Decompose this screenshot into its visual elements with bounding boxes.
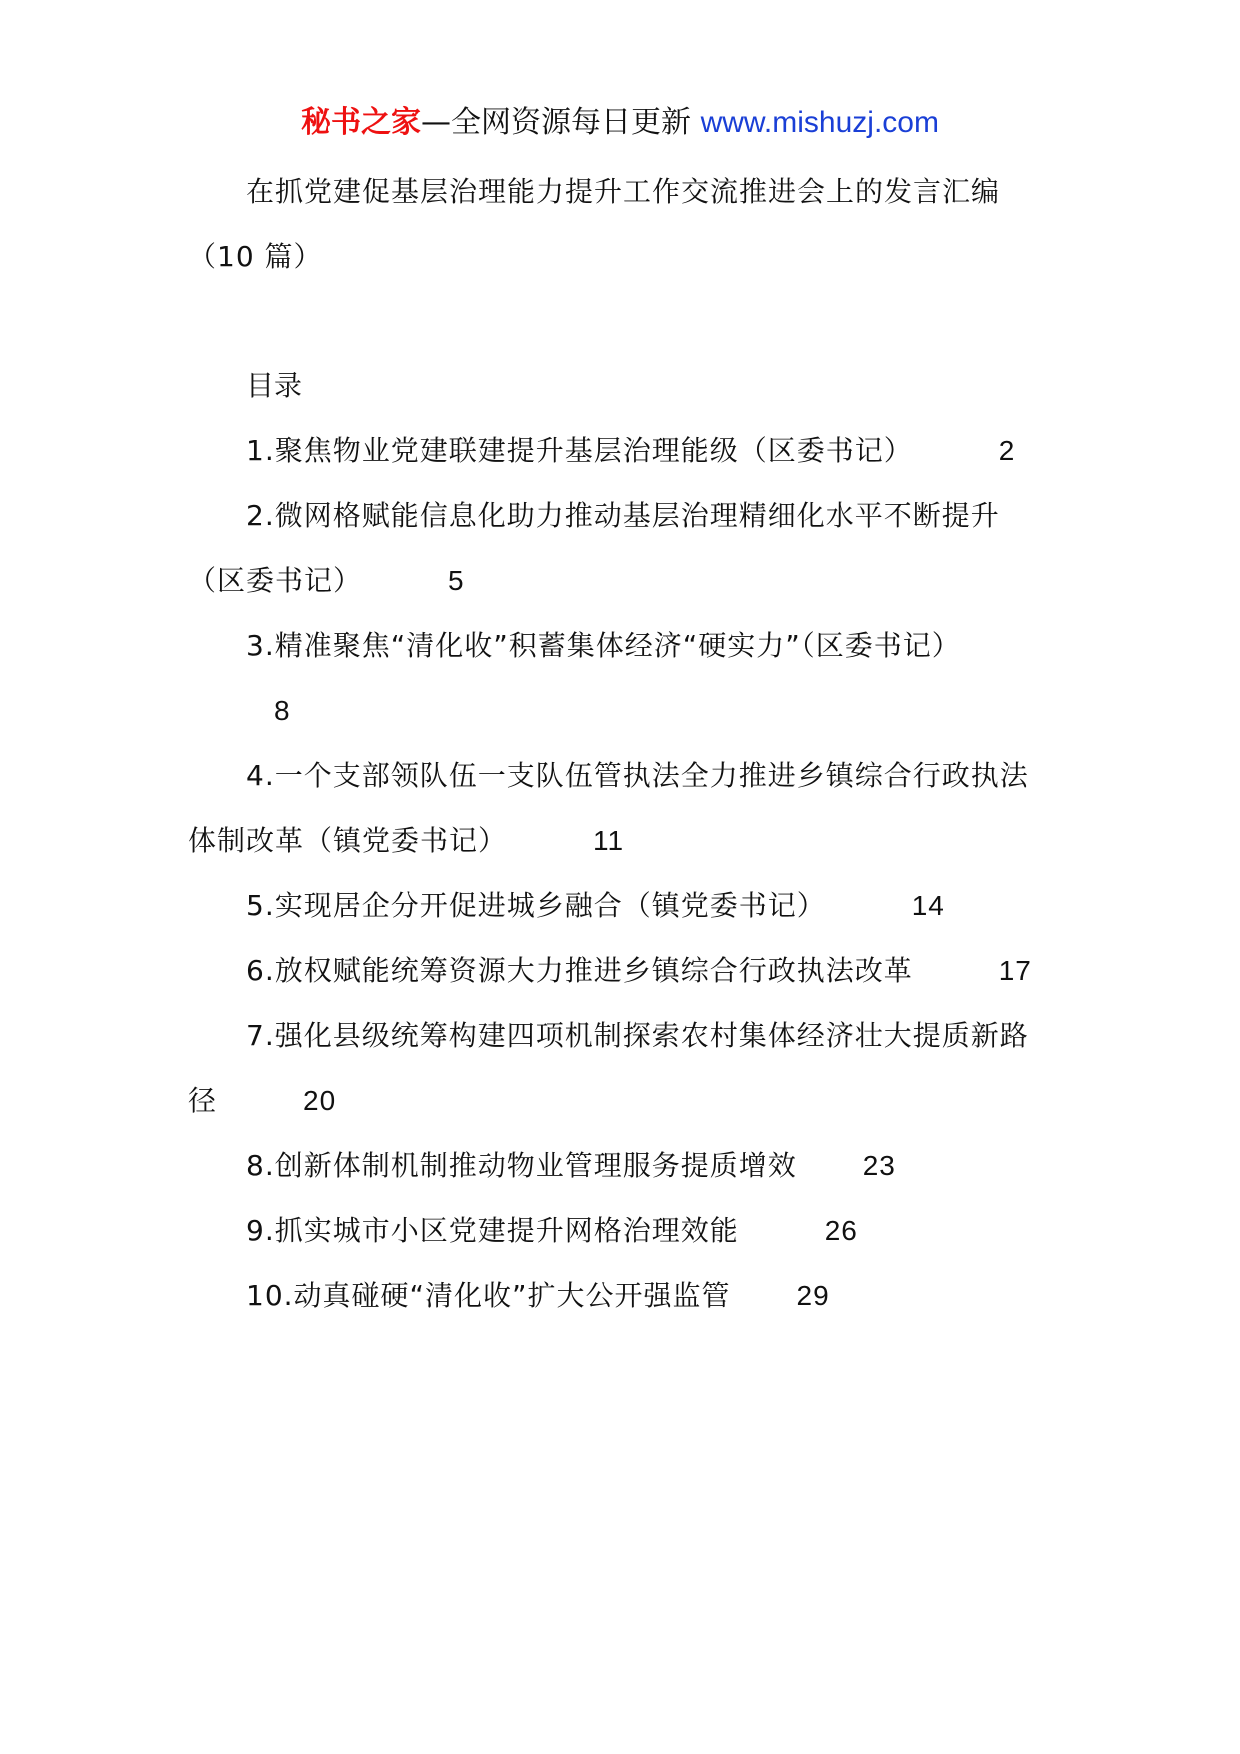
toc-item-title: 10.动真碰硬“清化收”扩大公开强监管 (246, 1279, 731, 1312)
toc-item[interactable] (188, 1133, 1054, 1198)
toc-item-title: 3.精准聚焦“清化收”积蓄集体经济“硬实力”（区委书记） (246, 629, 961, 662)
toc-item-page: 11 (593, 825, 625, 856)
toc-item-title: 9.抓实城市小区党建提升网格治理效能 (246, 1214, 739, 1247)
toc-item-page: 23 (862, 1150, 896, 1181)
document-title (188, 159, 1054, 289)
toc-item[interactable] (188, 938, 1054, 1003)
toc-item-title: 2.微网格赋能信息化助力推动基层治理精细化水平不断提升（区委书记） (188, 499, 1000, 597)
toc-item-title: 7.强化县级统筹构建四项机制探索农村集体经济壮大提质新路径 (188, 1019, 1029, 1117)
toc-item-page: 5 (448, 565, 465, 596)
watermark-header (0, 100, 1240, 146)
toc-item-page: 20 (303, 1085, 337, 1116)
toc-heading: 目录 (246, 369, 303, 402)
title-line-2: （10 篇） (188, 240, 323, 273)
toc-item-title: 5.实现居企分开促进城乡融合（镇党委书记） (246, 889, 826, 922)
toc-item[interactable] (188, 743, 1054, 873)
toc-item[interactable] (188, 873, 1054, 938)
toc-item[interactable] (188, 483, 1054, 613)
toc-item[interactable] (188, 1263, 1054, 1328)
toc-item-page: 17 (998, 955, 1032, 986)
toc-item[interactable] (188, 613, 1054, 743)
header-slogan: —全网资源每日更新 (421, 105, 701, 140)
toc-item[interactable] (188, 418, 1054, 483)
toc-item-title: 6.放权赋能统筹资源大力推进乡镇综合行政执法改革 (246, 954, 913, 987)
toc-item-page: 26 (824, 1215, 858, 1246)
toc-item-title: 1.聚焦物业党建联建提升基层治理能级（区委书记） (246, 434, 913, 467)
toc-item-page: 2 (998, 435, 1016, 466)
toc-item-page: 29 (796, 1280, 830, 1311)
brand-name: 秘书之家 (301, 105, 422, 140)
toc-item-title: 8.创新体制机制推动物业管理服务提质增效 (246, 1149, 797, 1182)
toc-item[interactable] (188, 1003, 1054, 1133)
toc-item-page: 14 (911, 890, 945, 921)
toc-item-title: 4.一个支部领队伍一支队伍管执法全力推进乡镇综合行政执法体制改革（镇党委书记） (188, 759, 1029, 857)
header-url-link[interactable]: www.mishuzj.com (700, 106, 939, 139)
toc-item[interactable] (188, 1198, 1054, 1263)
table-of-contents (188, 418, 1054, 1328)
title-line-1: 在抓党建促基层治理能力提升工作交流推进会上的发言汇编 (246, 175, 1001, 208)
toc-item-page: 8 (274, 695, 291, 726)
